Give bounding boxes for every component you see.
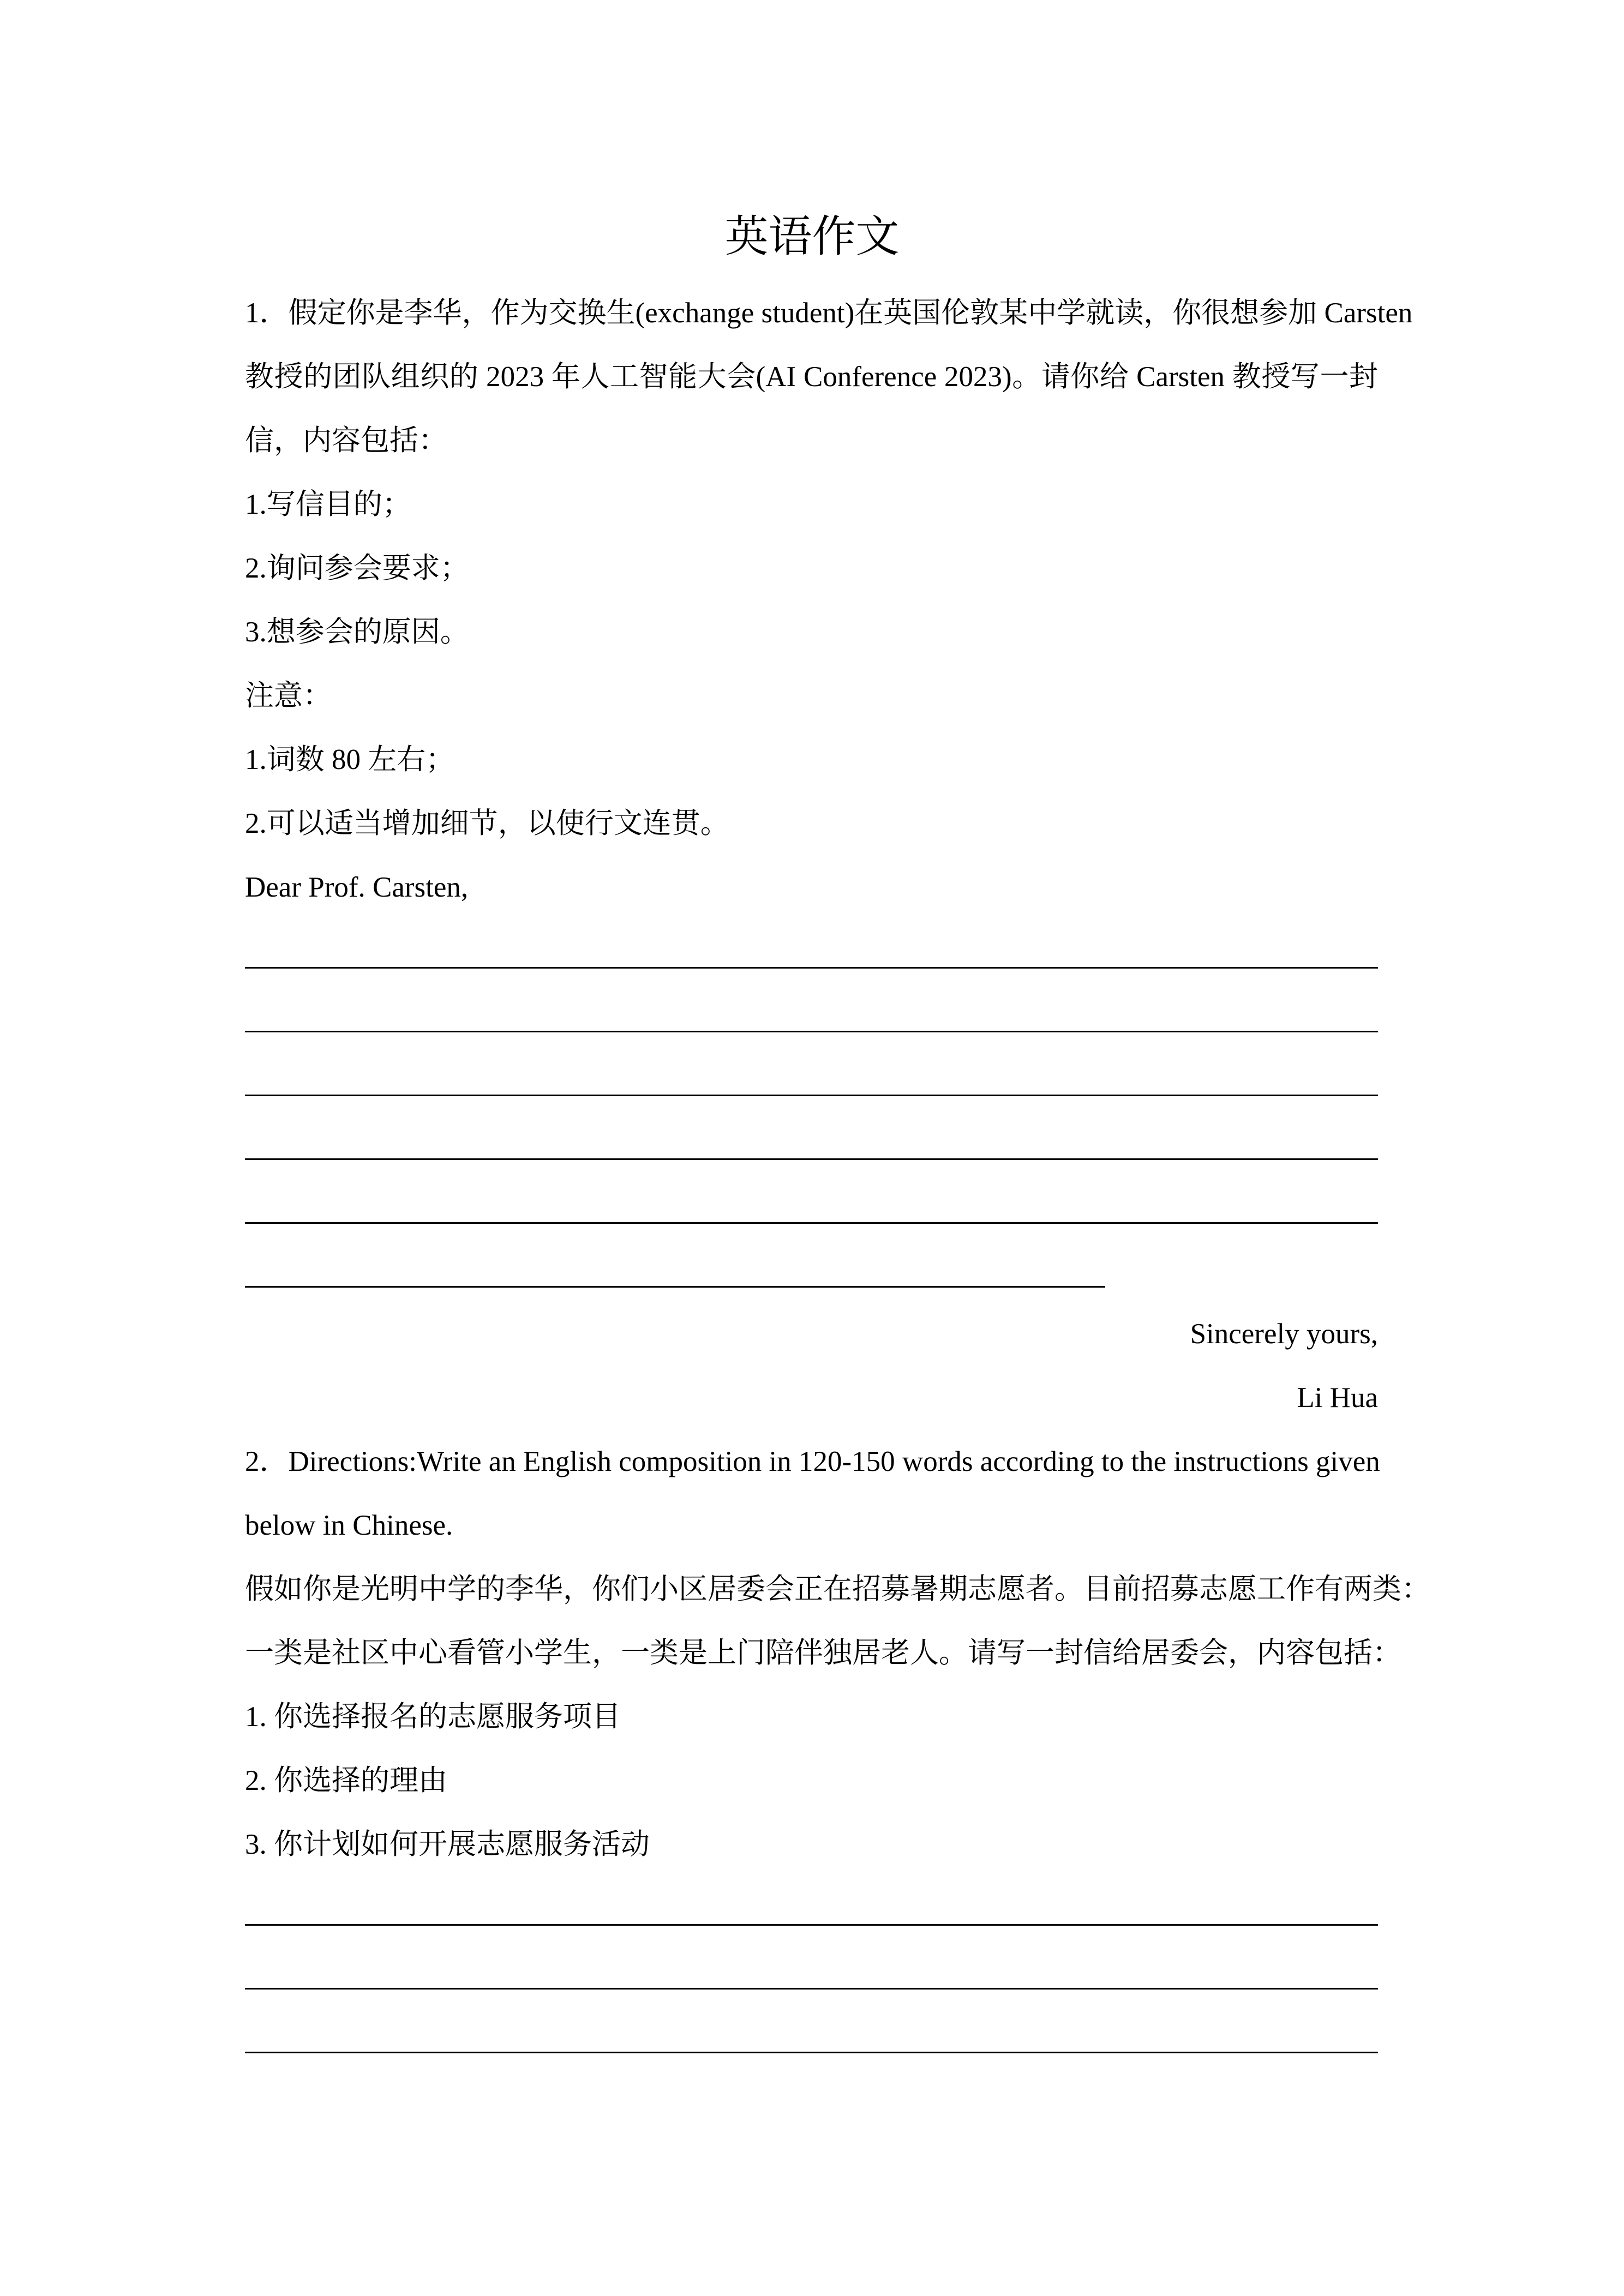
answer-rule: [245, 1924, 1378, 1926]
q2-prompt-line: 一类是社区中心看管小学生，一类是上门陪伴独居老人。请写一封信给居委会，内容包括：: [245, 1637, 1401, 1669]
q2-point: 2. 你选择的理由: [245, 1765, 447, 1796]
q2-point: 3. 你计划如何开展志愿服务活动: [245, 1829, 650, 1860]
q2-prompt-line: 假如你是光明中学的李华，你们小区居委会正在招募暑期志愿者。目前招募志愿工作有两类：: [245, 1573, 1430, 1605]
q2-answer-line[interactable]: [245, 1877, 1378, 1940]
q1-point: 2.询问参会要求；: [245, 552, 469, 584]
q1-answer-line[interactable]: [245, 983, 1378, 1047]
document-body: [245, 281, 1430, 2068]
q1-answer-line[interactable]: [245, 1047, 1378, 1111]
q1-answer-line[interactable]: [245, 1175, 1378, 1239]
q1-notes-label: 注意：: [245, 680, 332, 712]
q1-point: 3.想参会的原因。: [245, 616, 469, 648]
answer-rule: [245, 2052, 1378, 2053]
q1-prompt-line: 信，内容包括：: [245, 425, 447, 456]
q1-signature: Li Hua: [1297, 1382, 1378, 1414]
q2-directions-line: 2．Directions:Write an English composition in 120-150 words according to the instructions given: [245, 1446, 1380, 1477]
answer-rule: [245, 967, 1378, 969]
q1-answer-line-last[interactable]: [245, 1239, 1378, 1302]
q1-answer-line[interactable]: [245, 1111, 1378, 1175]
q1-salutation: Dear Prof. Carsten,: [245, 871, 469, 903]
page-title: 英语作文: [724, 213, 900, 261]
answer-rule: [245, 1031, 1378, 1032]
answer-rule: [245, 1158, 1378, 1160]
q1-prompt-line: 教授的团队组织的 2023 年人工智能大会(AI Conference 2023)。请你给 Carsten 教授写一封: [245, 361, 1378, 393]
answer-rule: [245, 1286, 1105, 1288]
answer-rule: [245, 1095, 1378, 1096]
q2-point: 1. 你选择报名的志愿服务项目: [245, 1701, 621, 1733]
q2-answer-line[interactable]: [245, 2004, 1378, 2068]
q2-directions-line: below in Chinese.: [245, 1510, 453, 1541]
q1-answer-line[interactable]: [245, 919, 1378, 983]
answer-rule: [245, 1222, 1378, 1224]
q1-closing: Sincerely yours,: [1190, 1318, 1378, 1350]
answer-rule: [245, 1988, 1378, 1990]
q1-point: 1.写信目的；: [245, 489, 411, 520]
q1-note: 1.词数 80 左右；: [245, 744, 455, 776]
q2-answer-line[interactable]: [245, 1940, 1378, 2004]
q1-note: 2.可以适当增加细节，以使行文连贯。: [245, 808, 729, 839]
q1-prompt-line: 1．假定你是李华，作为交换生(exchange student)在英国伦敦某中学就读，你很想参加 Carsten: [245, 297, 1413, 329]
